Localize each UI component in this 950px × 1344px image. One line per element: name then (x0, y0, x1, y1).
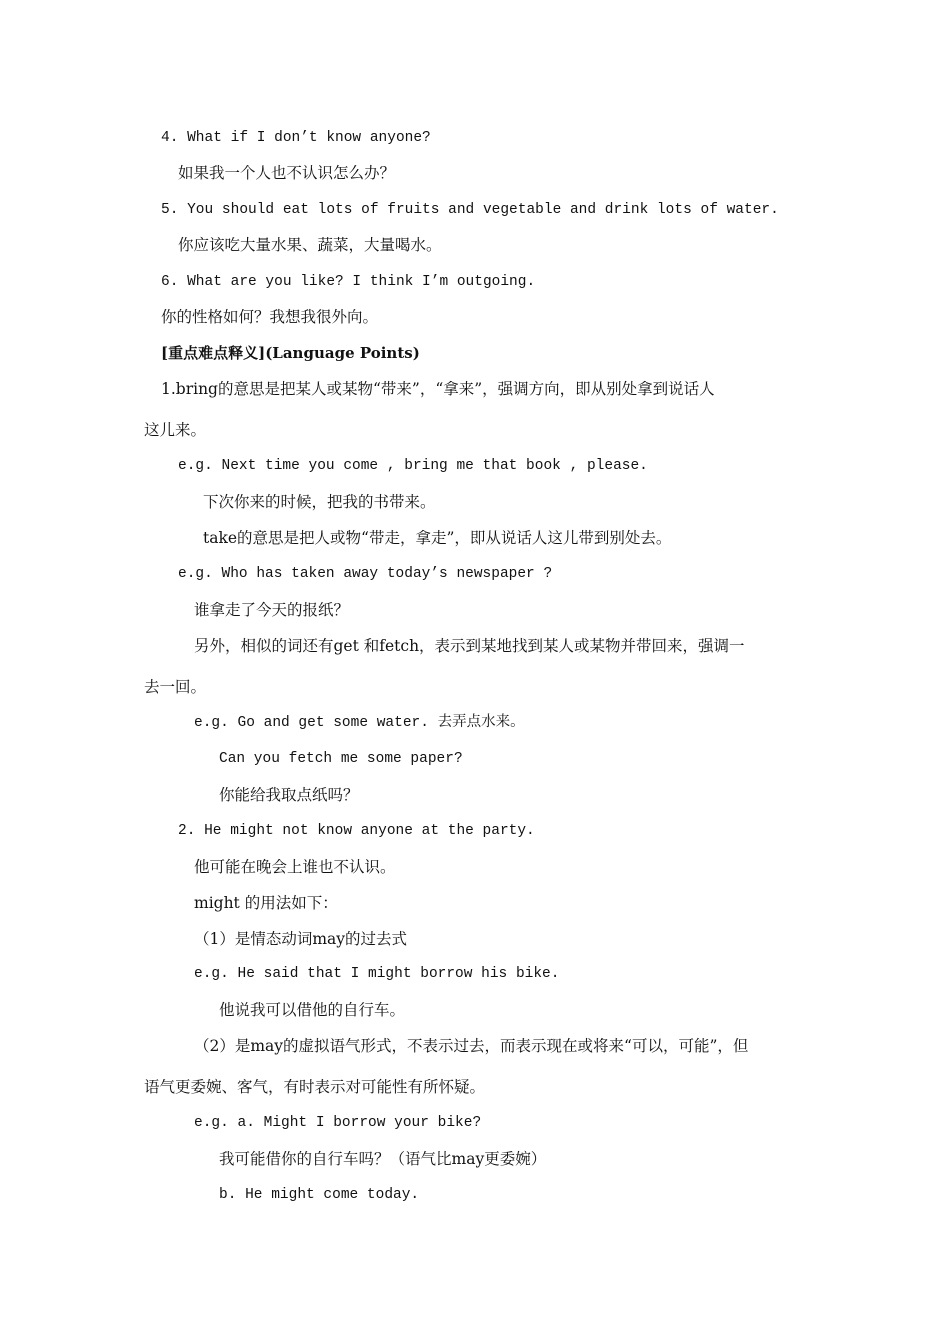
example-might-a-chinese: 我可能借你的自行车吗？（语气比may更委婉） (219, 1150, 547, 1168)
might-usage-1: （1）是情态动词may的过去式 (194, 930, 408, 948)
example-might-1-chinese: 他说我可以借他的自行车。 (219, 1001, 406, 1019)
point-2-chinese: 他可能在晚会上谁也不认识。 (194, 858, 396, 876)
point-2-english: 2. He might not know anyone at the party. (178, 823, 535, 839)
example-might-b-english: b. He might come today. (219, 1187, 420, 1203)
point-1-intro: 1.bring的意思是把某人或某物“带来”，“拿来”，强调方向，即从别处拿到说话人 (161, 380, 715, 398)
example-fetch-chinese: 你能给我取点纸吗？ (219, 786, 359, 804)
example-bring-english: e.g. Next time you come , bring me that book , please. (178, 458, 648, 474)
example-get: e.g. Go and get some water. 去弄点水来。 (194, 715, 525, 731)
example-might-1-english: e.g. He said that I might borrow his bike. (194, 966, 560, 982)
sentence-4-english: 4. What if I don’t know anyone? (161, 130, 431, 146)
might-usage-heading: might 的用法如下： (194, 894, 338, 912)
sentence-5-chinese: 你应该吃大量水果、蔬菜，大量喝水。 (178, 236, 442, 254)
take-explanation: take的意思是把人或物“带走，拿走”，即从说话人这儿带到别处去。 (203, 529, 672, 547)
sentence-5-english: 5. You should eat lots of fruits and vegetable and drink lots of water. (161, 202, 779, 218)
example-bring-chinese: 下次你来的时候，把我的书带来。 (203, 493, 436, 511)
might-usage-2-cont: 语气更委婉、客气，有时表示对可能性有所怀疑。 (144, 1078, 486, 1096)
section-heading: [重点难点释义](Language Points) (161, 344, 420, 362)
example-might-a-english: e.g. a. Might I borrow your bike? (194, 1115, 482, 1131)
sentence-6-chinese: 你的性格如何？我想我很外向。 (161, 308, 379, 326)
get-fetch-explanation: 另外，相似的词还有get 和fetch，表示到某地找到某人或某物并带回来，强调一 (194, 637, 745, 655)
might-usage-2: （2）是may的虚拟语气形式，不表示过去，而表示现在或将来“可以，可能”，但 (194, 1037, 749, 1055)
example-take-chinese: 谁拿走了今天的报纸？ (194, 601, 350, 619)
sentence-4-chinese: 如果我一个人也不认识怎么办？ (178, 164, 396, 182)
example-fetch-english: Can you fetch me some paper? (219, 751, 463, 767)
point-1-intro-cont: 这儿来。 (144, 421, 207, 439)
get-fetch-explanation-cont: 去一回。 (144, 678, 207, 696)
sentence-6-english: 6. What are you like? I think I’m outgoing. (161, 274, 536, 290)
example-take-english: e.g. Who has taken away today’s newspaper ? (178, 566, 553, 582)
